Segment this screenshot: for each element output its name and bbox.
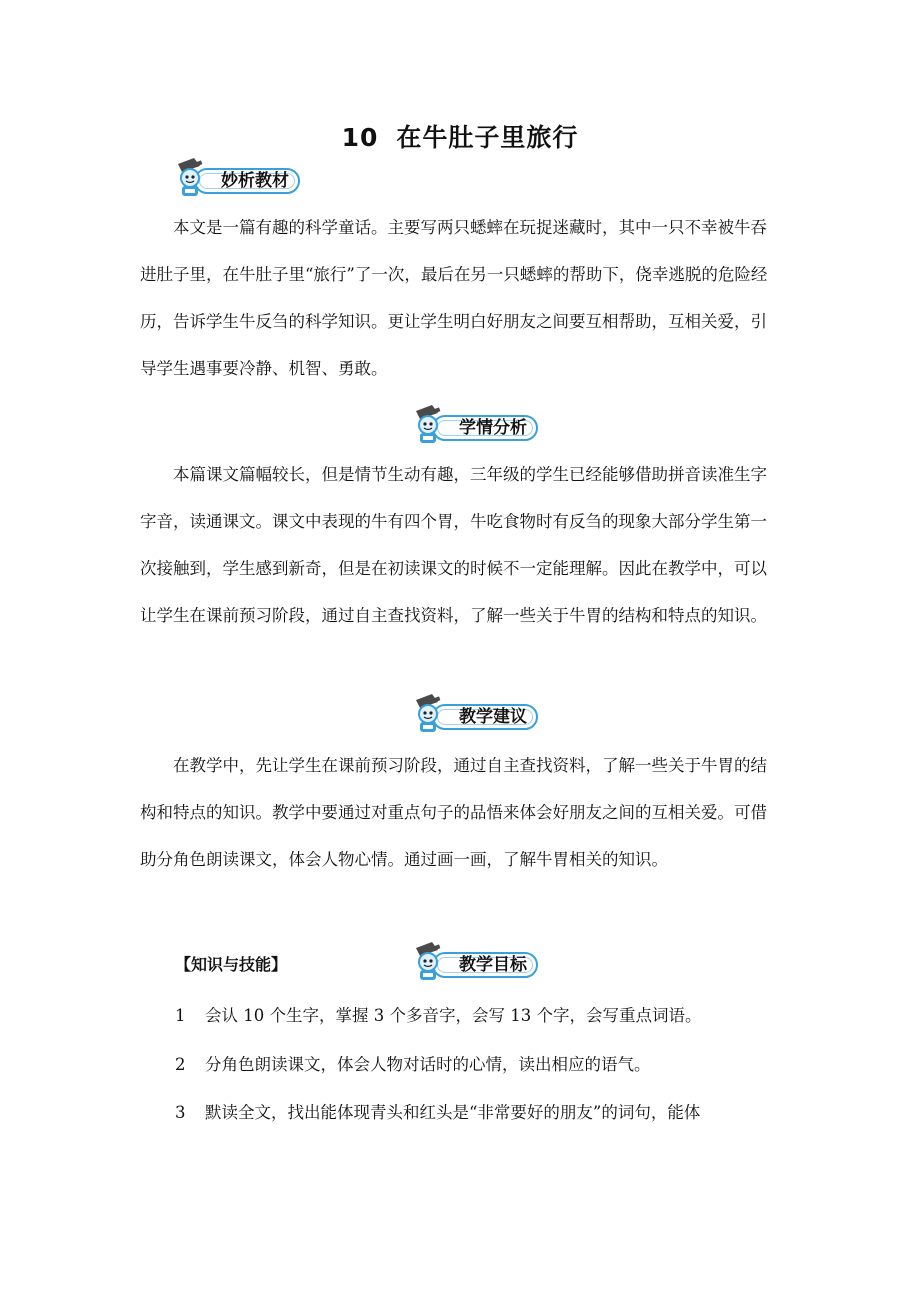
badge-label: 妙析教材 bbox=[221, 171, 289, 191]
section-badge-analysis bbox=[172, 156, 304, 198]
lesson-number: 10 bbox=[341, 123, 379, 152]
badge-label: 教学目标 bbox=[459, 955, 527, 975]
goal-item bbox=[175, 992, 785, 1039]
goal-number: 3 bbox=[175, 1103, 186, 1122]
page-title bbox=[0, 118, 920, 154]
goals-category-label: 【知识与技能】 bbox=[175, 955, 288, 974]
goal-item bbox=[175, 1041, 785, 1088]
lesson-title: 在牛肚子里旅行 bbox=[396, 123, 579, 152]
badge-label: 学情分析 bbox=[459, 418, 527, 438]
section-badge-goals bbox=[410, 940, 542, 982]
goal-number: 1 bbox=[175, 1006, 186, 1025]
badge-label: 教学建议 bbox=[459, 707, 527, 727]
suggestions-paragraph: 在教学中，先让学生在课前预习阶段，通过自主查找资料，了解一些关于牛胃的结构和特点的知识。教学中要通过对重点句子的品悟来体会好朋友之间的互相关爱。可借助分角色朗读课文，体会人物心情。通过画一画，了解牛胃相关的知识。 bbox=[140, 756, 767, 869]
goal-text: 默读全文，找出能体现青头和红头是“非常要好的朋友”的词句，能体 bbox=[205, 1103, 701, 1122]
goal-text: 会认 10 个生字，掌握 3 个多音字，会写 13 个字，会写重点词语。 bbox=[205, 1006, 702, 1025]
analysis-paragraph: 本文是一篇有趣的科学童话。主要写两只蟋蟀在玩捉迷藏时，其中一只不幸被牛吞进肚子里，在牛肚子里“旅行”了一次，最后在另一只蟋蟀的帮助下，侥幸逃脱的危险经历，告诉学生牛反刍的科学知识。更让学生明白好朋友之间要互相帮助，互相关爱，引导学生遇事要冷静、机智、勇敢。 bbox=[140, 218, 768, 378]
section-badge-students bbox=[410, 403, 542, 445]
section-badge-suggestions bbox=[410, 692, 542, 734]
goal-item bbox=[175, 1089, 785, 1136]
goal-text: 分角色朗读课文，体会人物对话时的心情，读出相应的语气。 bbox=[205, 1055, 651, 1074]
students-paragraph: 本篇课文篇幅较长，但是情节生动有趣，三年级的学生已经能够借助拼音读准生字字音，读通课文。课文中表现的牛有四个胃，牛吃食物时有反刍的现象大部分学生第一次接触到，学生感到新奇，但是在初读课文的时候不一定能理解。因此在教学中，可以让学生在课前预习阶段，通过自主查找资料，了解一些关于牛胃的结构和特点的知识。 bbox=[140, 465, 767, 625]
goal-number: 2 bbox=[175, 1055, 186, 1074]
